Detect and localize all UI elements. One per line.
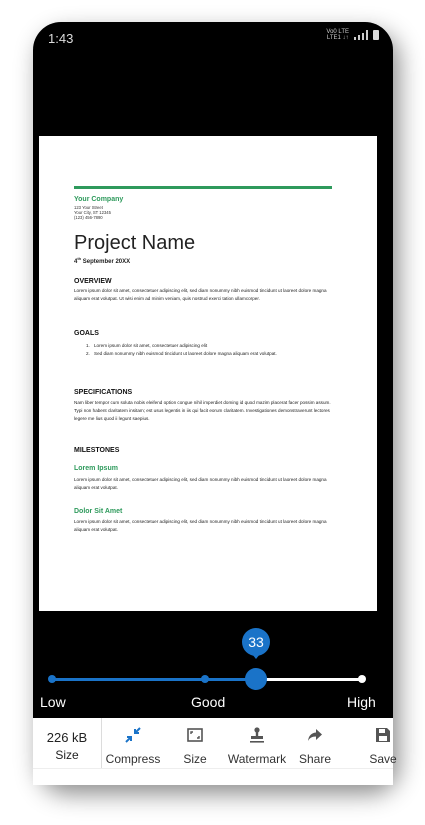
milestones-heading: MILESTONES: [74, 447, 120, 454]
document-title: Project Name: [74, 232, 196, 254]
slider-stop-low[interactable]: [48, 675, 56, 683]
document-header-rule: [74, 186, 332, 189]
status-bar: [33, 22, 393, 52]
status-icons: [326, 29, 379, 41]
share-label: Share: [298, 752, 332, 766]
goal-text: Lorem ipsum dolor sit amet, consectetuer adipiscing elit: [94, 343, 208, 348]
date-rest: September 20XX: [81, 259, 131, 265]
save-button[interactable]: [351, 722, 415, 774]
address-line: 123 Your Street: [74, 205, 103, 210]
save-icon: [374, 726, 392, 744]
milestone-text: Lorem ipsum dolor sit amet, consectetuer adipiscing elit, sed diam nonummy nibh euismod tincidunt ut laoreet dolore magna aliquam erat volutpat.: [74, 519, 327, 532]
size-button[interactable]: [163, 722, 227, 774]
date-day: 4: [74, 259, 78, 265]
document-address: [74, 205, 111, 221]
battery-icon: [373, 30, 379, 40]
document-date: [74, 256, 130, 265]
date-suffix: th: [77, 256, 82, 261]
milestone-heading: Dolor Sit Amet: [74, 508, 123, 515]
specifications-text: Nam liber tempor cum soluta nobis eleifend option congue nihil imperdiet doming id quod mazim placerat facer possim assum. Typi non habent claritatem insitam; est usus legentis in iis qui facit eorum claritatem. Investigationes demonstraverunt lectores legere me lius quod ii legunt saepius.: [74, 400, 331, 421]
resize-icon: [186, 726, 204, 744]
goal-item: [74, 342, 336, 350]
size-label: Size: [183, 752, 207, 766]
goal-item: [74, 350, 336, 358]
slider-value-bubble: 33: [242, 628, 270, 656]
goals-list: [74, 342, 336, 358]
phone-frame: [33, 22, 397, 784]
slider-value-bubble-tail: [248, 649, 264, 659]
file-size-value: 226 kB: [46, 730, 88, 745]
compress-label: Compress: [105, 752, 161, 766]
address-line: Your City, ST 12345: [74, 210, 111, 216]
slider-stop-good[interactable]: [201, 675, 209, 683]
network-indicator: [326, 29, 349, 41]
save-label: Save: [369, 752, 397, 766]
goal-number: 2.: [86, 351, 90, 356]
stamp-icon: [248, 726, 266, 744]
goals-heading: GOALS: [74, 330, 99, 337]
slider-track-filled[interactable]: [52, 678, 256, 681]
signal-icon: [354, 30, 368, 40]
network-top: Vo0 LTE: [326, 29, 349, 35]
address-line: (123) 456-7890: [74, 215, 103, 221]
goal-text: Sed diam nonummy nibh euismod tincidunt ut laoreet dolore magna aliquam erat volutpat.: [94, 351, 277, 356]
specifications-heading: SPECIFICATIONS: [74, 389, 133, 396]
compress-icon: [124, 726, 142, 744]
milestone-heading: Lorem Ipsum: [74, 465, 118, 472]
slider-track-remaining[interactable]: [256, 678, 362, 681]
document-preview: [39, 136, 377, 611]
bottom-bar: [33, 768, 393, 785]
goal-number: 1.: [86, 343, 90, 348]
slider-label-high: High: [347, 694, 376, 710]
slider-label-good: Good: [191, 694, 226, 710]
slider-labels: [33, 690, 393, 718]
share-button[interactable]: [283, 722, 347, 774]
network-bottom: LTE1 ↓↑: [326, 35, 349, 41]
slider-thumb[interactable]: [245, 668, 267, 690]
compress-button[interactable]: [101, 722, 165, 774]
milestone-text: Lorem ipsum dolor sit amet, consectetuer adipiscing elit, sed diam nonummy nibh euismod tincidunt ut laoreet dolore magna aliquam erat volutpat.: [74, 477, 327, 490]
status-time: 1:43: [48, 31, 74, 46]
overview-text: Lorem ipsum dolor sit amet, consectetuer adipiscing elit, sed diam nonummy nibh euismod tincidunt ut laoreet dolore magna aliquam erat volutpat. Ut wisi enim ad minim veniam, quis nostrud exerci tation ullamcorper.: [74, 288, 327, 301]
watermark-button[interactable]: [225, 722, 289, 774]
file-size-label: Size: [55, 748, 79, 762]
document-company: Your Company: [74, 196, 124, 203]
watermark-label: Watermark: [227, 752, 287, 766]
overview-heading: OVERVIEW: [74, 278, 112, 285]
slider-label-low: Low: [40, 694, 66, 710]
quality-slider[interactable]: [33, 612, 393, 690]
slider-stop-high[interactable]: [358, 675, 366, 683]
share-icon: [306, 726, 324, 744]
